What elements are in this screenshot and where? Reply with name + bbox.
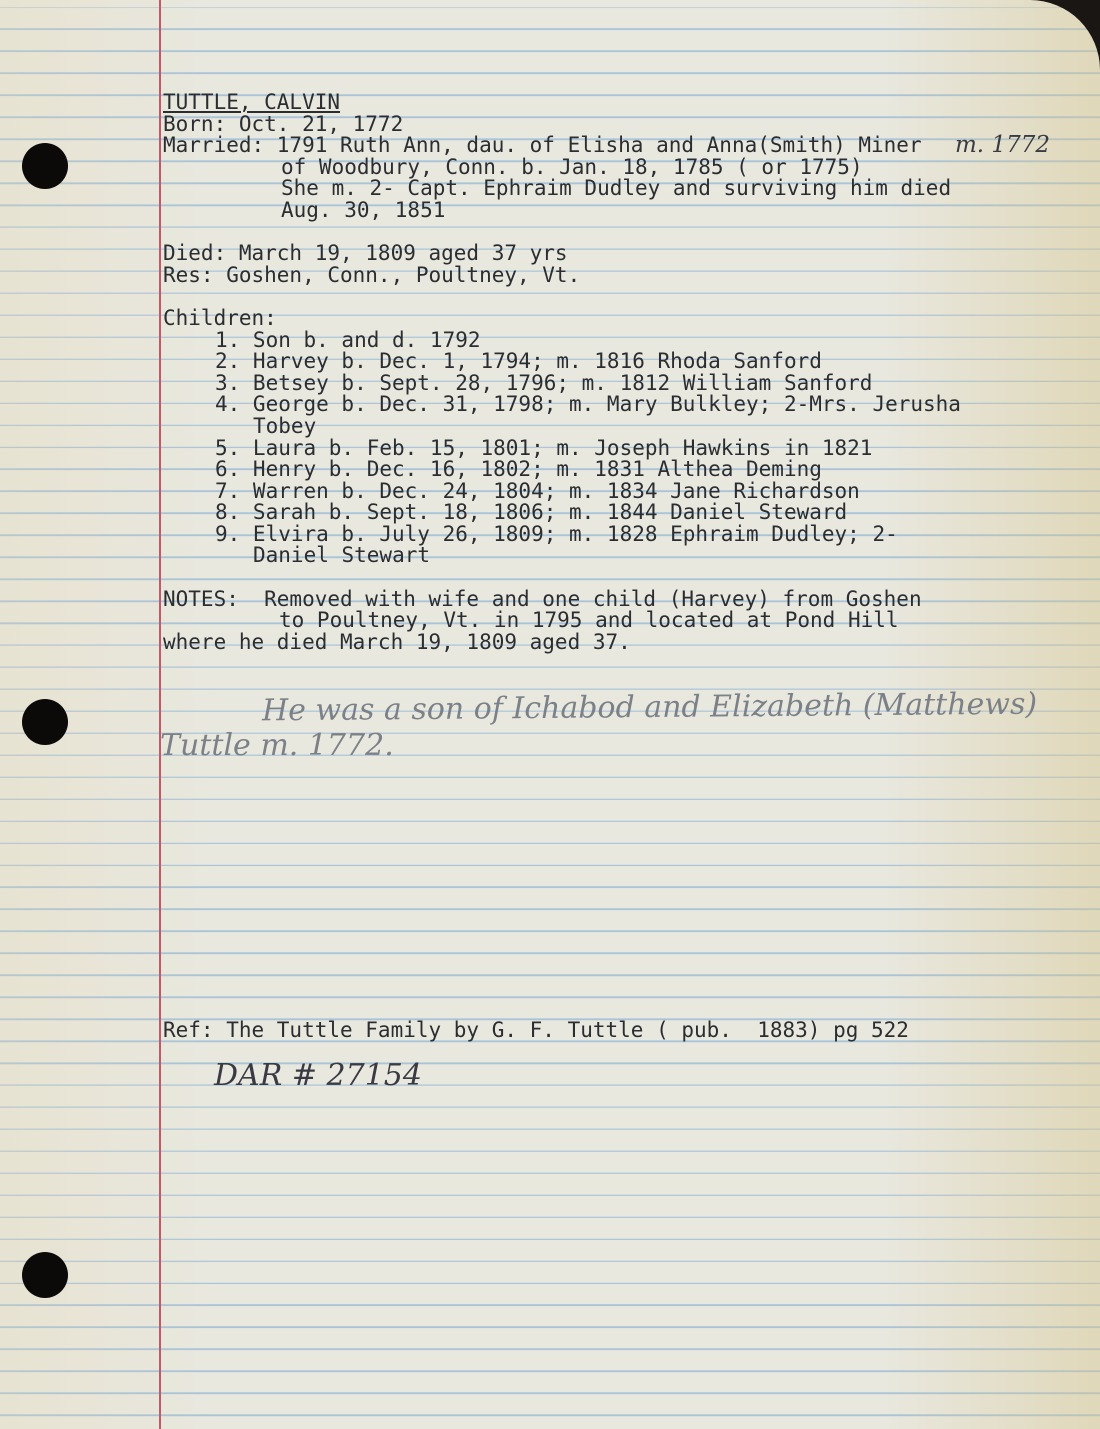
child-entry: 5. Laura b. Feb. 15, 1801; m. Joseph Hawkins in 1821	[215, 435, 873, 460]
record-heading: TUTTLE, CALVIN	[163, 90, 341, 114]
pencil-note-line2: Tuttle m. 1772.	[160, 728, 394, 763]
reference-block	[163, 1020, 1063, 1042]
child-entry: 9. Elvira b. July 26, 1809; m. 1828 Ephraim Dudley; 2-	[215, 521, 898, 546]
binder-hole-bottom	[22, 1252, 68, 1298]
handwritten-dar-number: DAR # 27154	[214, 1058, 422, 1093]
child-entry: 8. Sarah b. Sept. 18, 1806; m. 1844 Daniel Steward	[215, 500, 848, 525]
child-entry-continuation: Tobey	[253, 413, 317, 438]
children-label: Children:	[163, 305, 277, 330]
married-line: She m. 2- Capt. Ephraim Dudley and surviving him died	[281, 176, 952, 201]
typed-record	[163, 92, 1063, 653]
notes-line: NOTES: Removed with wife and one child (Harvey) from Goshen	[163, 586, 922, 611]
pencil-note-line1: He was a son of Ichabod and Elizabeth (Matthews)	[261, 686, 1038, 729]
notes-line: where he died March 19, 1809 aged 37.	[163, 629, 631, 654]
child-entry-continuation: Daniel Stewart	[253, 543, 431, 568]
died-line: Died: March 19, 1809 aged 37 yrs	[163, 241, 568, 266]
margin-line	[159, 0, 161, 1429]
married-line: Aug. 30, 1851	[281, 197, 446, 222]
child-entry: 3. Betsey b. Sept. 28, 1796; m. 1812 William Sanford	[215, 370, 873, 395]
born-line: Born: Oct. 21, 1772	[163, 111, 404, 136]
child-entry: 7. Warren b. Dec. 24, 1804; m. 1834 Jane Richardson	[215, 478, 860, 503]
married-line: of Woodbury, Conn. b. Jan. 18, 1785 ( or 1775)	[281, 154, 863, 179]
binder-hole-top	[22, 143, 68, 189]
child-entry: 2. Harvey b. Dec. 1, 1794; m. 1816 Rhoda Sanford	[215, 349, 822, 374]
handwritten-married-note: m. 1772	[955, 132, 1050, 158]
child-entry: 6. Henry b. Dec. 16, 1802; m. 1831 Althea Deming	[215, 457, 822, 482]
child-entry: 4. George b. Dec. 31, 1798; m. Mary Bulkley; 2-Mrs. Jerusha	[215, 392, 961, 417]
married-line: Married: 1791 Ruth Ann, dau. of Elisha and Anna(Smith) Miner	[163, 133, 922, 158]
notes-line: to Poultney, Vt. in 1795 and located at Pond Hill	[279, 608, 899, 633]
child-entry: 1. Son b. and d. 1792	[215, 327, 481, 352]
binder-hole-middle	[22, 699, 68, 745]
residence-line: Res: Goshen, Conn., Poultney, Vt.	[163, 262, 581, 287]
reference-line: Ref: The Tuttle Family by G. F. Tuttle ( pub. 1883) pg 522	[163, 1018, 909, 1042]
